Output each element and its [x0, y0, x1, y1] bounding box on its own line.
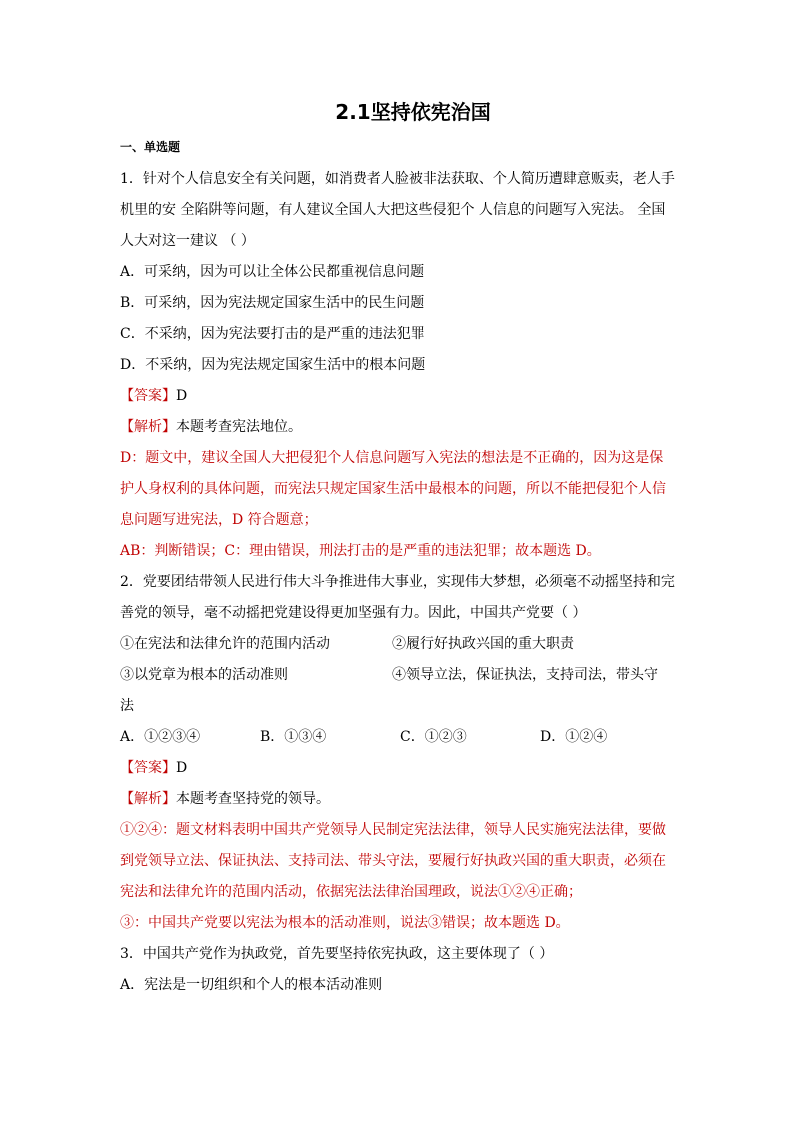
q2-answer-value: D: [176, 760, 188, 776]
q1-explanation-line-3: 息问题写进宪法，D 符合题意；: [120, 512, 318, 528]
q2-items-row-2: [120, 660, 676, 691]
q1-option-d: D．不采纳，因为宪法规定国家生活中的根本问题: [120, 357, 426, 373]
q2-option-b: B．①③④: [260, 729, 327, 745]
q2-answer-tag: 【答案】: [120, 760, 176, 776]
q1-option-c: C．不采纳，因为宪法要打击的是严重的违法犯罪: [120, 326, 425, 342]
q2-analysis: [120, 784, 676, 815]
q3-stem-line-1: 3．中国共产党作为执政党，首先要坚持依宪执政，这主要体现了（ ）: [120, 946, 554, 962]
question-1: [120, 164, 676, 567]
q2-explanation-line-1: ①②④：题文材料表明中国共产党领导人民制定宪法法律，领导人民实施宪法法律，要做: [120, 822, 666, 838]
q2-item-4: ④领导立法，保证执法，支持司法，带头守: [392, 667, 658, 683]
section-heading: 一、单选题: [120, 140, 181, 154]
q1-explanation-line-4: AB：判断错误；C：理由错误，刑法打击的是严重的违法犯罪；故本题选 D。: [120, 543, 601, 559]
q2-stem-line-1: 2．党要团结带领人民进行伟大斗争推进伟大事业，实现伟大梦想，必须毫不动摇坚持和完: [120, 574, 675, 590]
q1-answer: [120, 381, 676, 412]
q1-explanation-line-1: D：题文中，建议全国人大把侵犯个人信息问题写入宪法的想法是不正确的，因为这是保: [120, 450, 664, 466]
q2-item-3: ③以党章为根本的活动准则: [120, 667, 288, 683]
q2-option-a: A．①②③④: [120, 729, 201, 745]
q1-analysis: [120, 412, 676, 443]
q1-option-a: A．可采纳，因为可以让全体公民都重视信息问题: [120, 264, 425, 280]
q1-explanation-line-2: 护人身权利的具体问题，而宪法只规定国家生活中最根本的问题，所以不能把侵犯个人信: [120, 481, 666, 497]
q1-answer-tag: 【答案】: [120, 388, 176, 404]
q1-analysis-tag: 【解析】: [120, 419, 176, 435]
q1-answer-value: D: [176, 388, 188, 404]
document-page: [120, 98, 676, 1001]
q2-answer: [120, 753, 676, 784]
q2-item-4-continued: 法: [120, 698, 134, 714]
q2-explanation-line-3: 宪法和法律允许的范围内活动，依据宪法法律治国理政，说法①②④正确；: [120, 884, 582, 900]
q1-stem-line-2: 机里的安 全陷阱等问题，有人建议全国人大把这些侵犯个 人信息的问题写入宪法。 全国: [120, 202, 666, 218]
q2-analysis-text: 本题考查坚持党的领导。: [176, 791, 330, 807]
q2-explanation-line-2: 到党领导立法、保证执法、支持司法、带头守法，要履行好执政兴国的重大职责，必须在: [120, 853, 666, 869]
question-2: [120, 567, 676, 939]
q2-item-1: ①在宪法和法律允许的范围内活动: [120, 636, 330, 652]
page-title: 2.1坚持依宪治国: [335, 100, 491, 124]
q1-option-b: B．可采纳，因为宪法规定国家生活中的民生问题: [120, 295, 425, 311]
q2-analysis-tag: 【解析】: [120, 791, 176, 807]
q2-stem-line-2: 善党的领导，毫不动摇把党建设得更加坚强有力。因此，中国共产党要（ ）: [120, 605, 587, 621]
q2-explanation-line-4: ③：中国共产党要以宪法为根本的活动准则，说法③错误；故本题选 D。: [120, 915, 570, 931]
q1-analysis-text: 本题考查宪法地位。: [176, 419, 302, 435]
q1-stem-line-3: 人大对这一建议 （ ）: [120, 233, 255, 249]
q1-stem-line-1: 1．针对个人信息安全有关问题，如消费者人脸被非法获取、个人简历遭肆意贩卖，老人手: [120, 171, 675, 187]
q2-option-c: C．①②③: [400, 729, 467, 745]
question-3: [120, 939, 676, 1001]
q2-options-row: [120, 722, 676, 753]
q2-option-d: D．①②④: [540, 729, 608, 745]
q2-item-2: ②履行好执政兴国的重大职责: [392, 636, 574, 652]
q2-items-row-1: [120, 629, 676, 660]
q3-option-a: A．宪法是一切组织和个人的根本活动准则: [120, 977, 383, 993]
